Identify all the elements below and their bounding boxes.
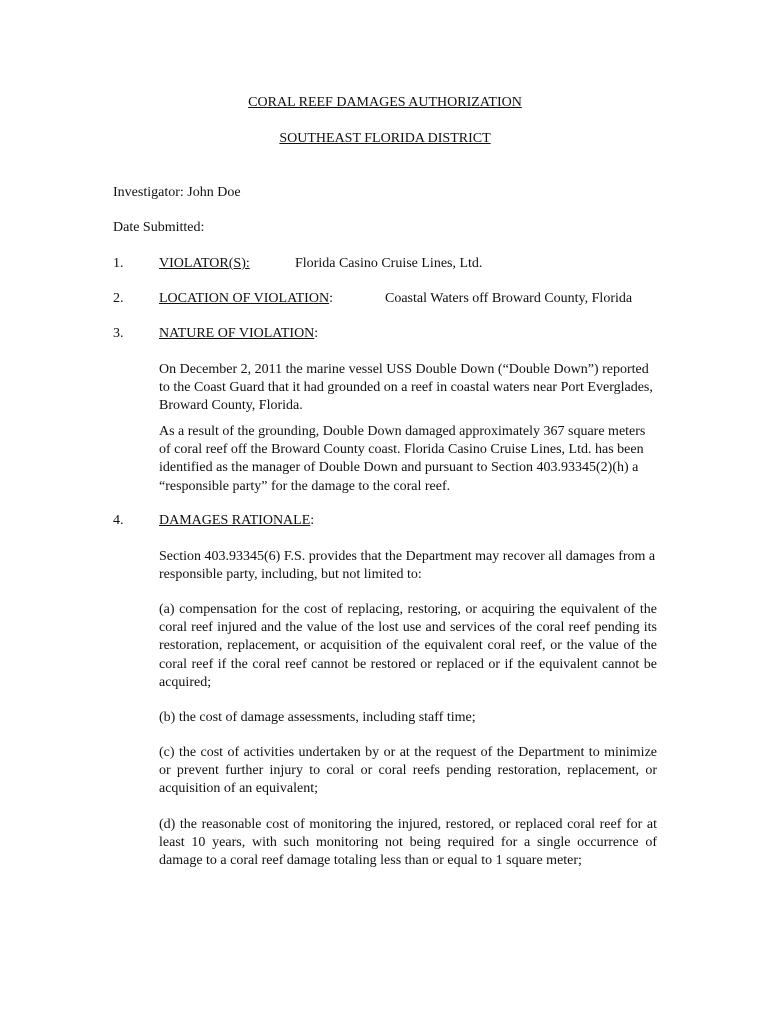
nature-paragraph-2: As a result of the grounding, Double Down damaged approximately 367 square meters of coral reef off the Broward County coast. Florida Casino Cruise Lines, Ltd. has been identified as the manager of Double Down and pursuant to Section 403.93345(2)(h) a “responsible party” for the damage to the coral reef.: [159, 424, 646, 494]
rationale-item-a: (a) compensation for the cost of replacing, restoring, or acquiring the equivalent of the coral reef injured and the value of the lost use and services of the coral reef pending its restoration, replacement, or acquisition of the equivalent coral reef, or the value of the coral reef if the coral reef cannot be restored or replaced or if the equivalent cannot be acquired;: [159, 602, 657, 690]
date-submitted-line: Date Submitted:: [113, 220, 205, 235]
document-title: CORAL REEF DAMAGES AUTHORIZATION: [248, 95, 522, 110]
section-1-heading-text: VIOLATOR(S):: [159, 256, 250, 271]
section-2-number: 2.: [113, 291, 124, 306]
section-2-heading-text: LOCATION OF VIOLATION: [159, 291, 330, 306]
section-2-heading-suffix: :: [329, 291, 333, 306]
section-3-heading-suffix: :: [314, 326, 319, 341]
section-1-number: 1.: [113, 256, 124, 271]
section-4-heading-text: DAMAGES RATIONALE: [159, 513, 311, 528]
rationale-item-c: (c) the cost of activities undertaken by or at the request of the Department to minimize or prevent further injury to coral or coral reefs pending restoration, replacement, or acquisition of an equivalent;: [159, 745, 657, 797]
rationale-paragraph-intro: Section 403.93345(6) F.S. provides that the Department may recover all damages from a responsible party, including, but not limited to:: [159, 549, 656, 583]
rationale-item-b: (b) the cost of damage assessments, including staff time;: [159, 710, 476, 725]
section-2-heading: [159, 290, 333, 308]
section-3-heading: [159, 325, 318, 343]
section-4-number: 4.: [113, 513, 124, 528]
investigator-line: Investigator: John Doe: [113, 185, 241, 200]
section-3-heading-text: NATURE OF VIOLATION: [159, 326, 315, 341]
rationale-item-d: (d) the reasonable cost of monitoring the injured, restored, or replaced coral reef for at least 10 years, with such monitoring not being required for a single occurrence of damage to a coral reef damage totaling less than or equal to 1 square meter;: [159, 817, 657, 869]
document-subtitle: SOUTHEAST FLORIDA DISTRICT: [279, 131, 491, 146]
section-1-heading: [159, 255, 250, 273]
location-value: Coastal Waters off Broward County, Florida: [385, 291, 633, 306]
section-4-heading: [159, 512, 314, 530]
violator-value: Florida Casino Cruise Lines, Ltd.: [295, 256, 483, 271]
nature-paragraph-1: On December 2, 2011 the marine vessel USS Double Down (“Double Down”) reported to the Coast Guard that it had grounded on a reef in coastal waters near Port Everglades, Broward County, Florida.: [159, 362, 653, 414]
section-3-number: 3.: [113, 326, 124, 341]
section-4-heading-suffix: :: [310, 513, 315, 528]
